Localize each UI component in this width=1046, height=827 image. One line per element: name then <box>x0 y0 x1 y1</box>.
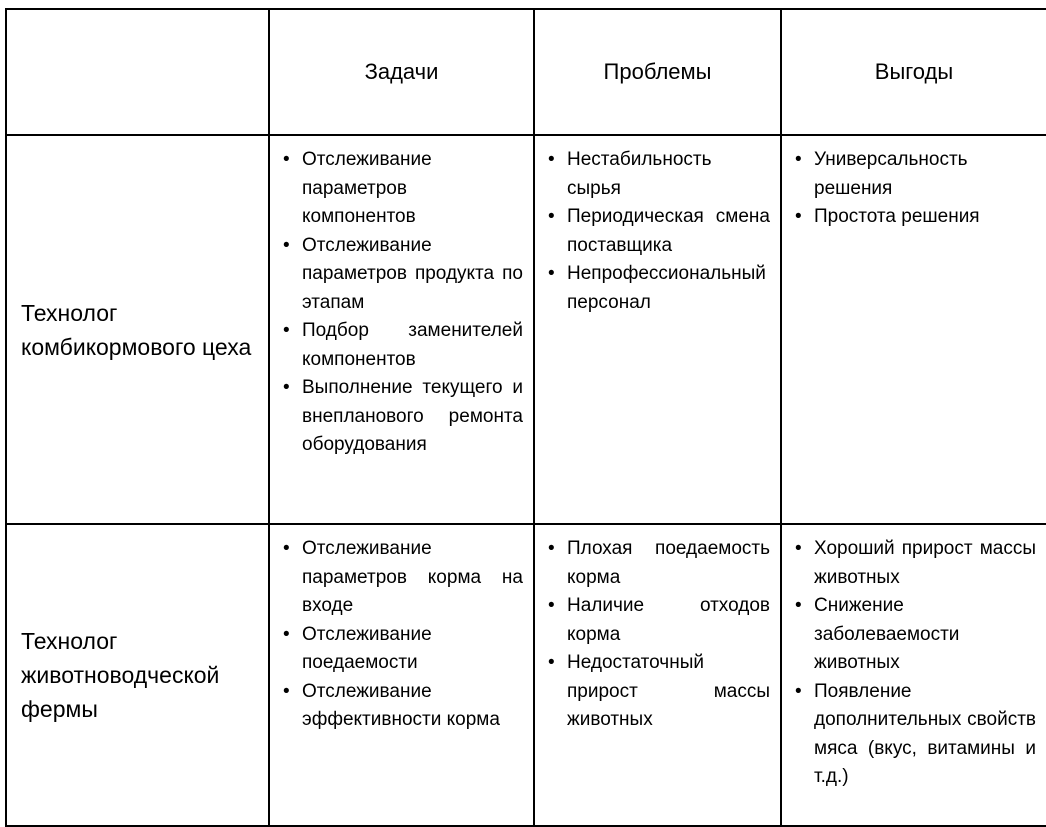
problems-list <box>535 525 780 735</box>
list-item: • Наличие отходов корма <box>548 592 770 649</box>
problems-cell <box>534 135 781 524</box>
benefits-list <box>782 525 1046 792</box>
header-empty-cell <box>6 9 269 135</box>
list-item: • Простота решения <box>795 203 1036 232</box>
header-benefits: Выгоды <box>781 9 1046 135</box>
list-item: • Универсальность решения <box>795 146 1036 203</box>
benefits-cell <box>781 135 1046 524</box>
list-item: • Выполнение текущего и внепланового ремонта оборудования <box>283 374 523 460</box>
list-item: • Отслеживание эффективности корма <box>283 678 523 735</box>
list-item: • Непрофессиональный персонал <box>548 260 770 317</box>
list-item: • Плохая поедаемость корма <box>548 535 770 592</box>
list-item: • Подбор заменителей компонентов <box>283 317 523 374</box>
tasks-list <box>270 136 533 460</box>
role-label: Технолог комбикормового цеха <box>21 299 252 360</box>
list-item: • Недостаточный прирост массы животных <box>548 649 770 735</box>
list-item: • Отслеживание параметров корма на входе <box>283 535 523 621</box>
header-tasks: Задачи <box>269 9 534 135</box>
list-item: • Нестабильность сырья <box>548 146 770 203</box>
role-cell <box>6 524 269 826</box>
list-item: • Отслеживание поедаемости <box>283 621 523 678</box>
role-cell <box>6 135 269 524</box>
list-item: • Снижение заболеваемости животных <box>795 592 1036 678</box>
list-item: • Хороший прирост массы животных <box>795 535 1036 592</box>
list-item: • Отслеживание параметров компонентов <box>283 146 523 232</box>
tasks-cell <box>269 524 534 826</box>
list-item: • Появление дополнительных свойств мяса (вкус, витамины и т.д.) <box>795 678 1036 792</box>
benefits-list <box>782 136 1046 232</box>
problems-cell <box>534 524 781 826</box>
tasks-cell <box>269 135 534 524</box>
header-row <box>6 9 1046 135</box>
tasks-list <box>270 525 533 735</box>
benefits-cell <box>781 524 1046 826</box>
list-item: • Периодическая смена поставщика <box>548 203 770 260</box>
header-problems: Проблемы <box>534 9 781 135</box>
problems-list <box>535 136 780 317</box>
table-row <box>6 524 1046 826</box>
list-item: • Отслеживание параметров продукта по этапам <box>283 232 523 318</box>
table-row <box>6 135 1046 524</box>
role-label: Технолог животноводческой фермы <box>21 628 220 722</box>
comparison-table <box>5 8 1046 827</box>
